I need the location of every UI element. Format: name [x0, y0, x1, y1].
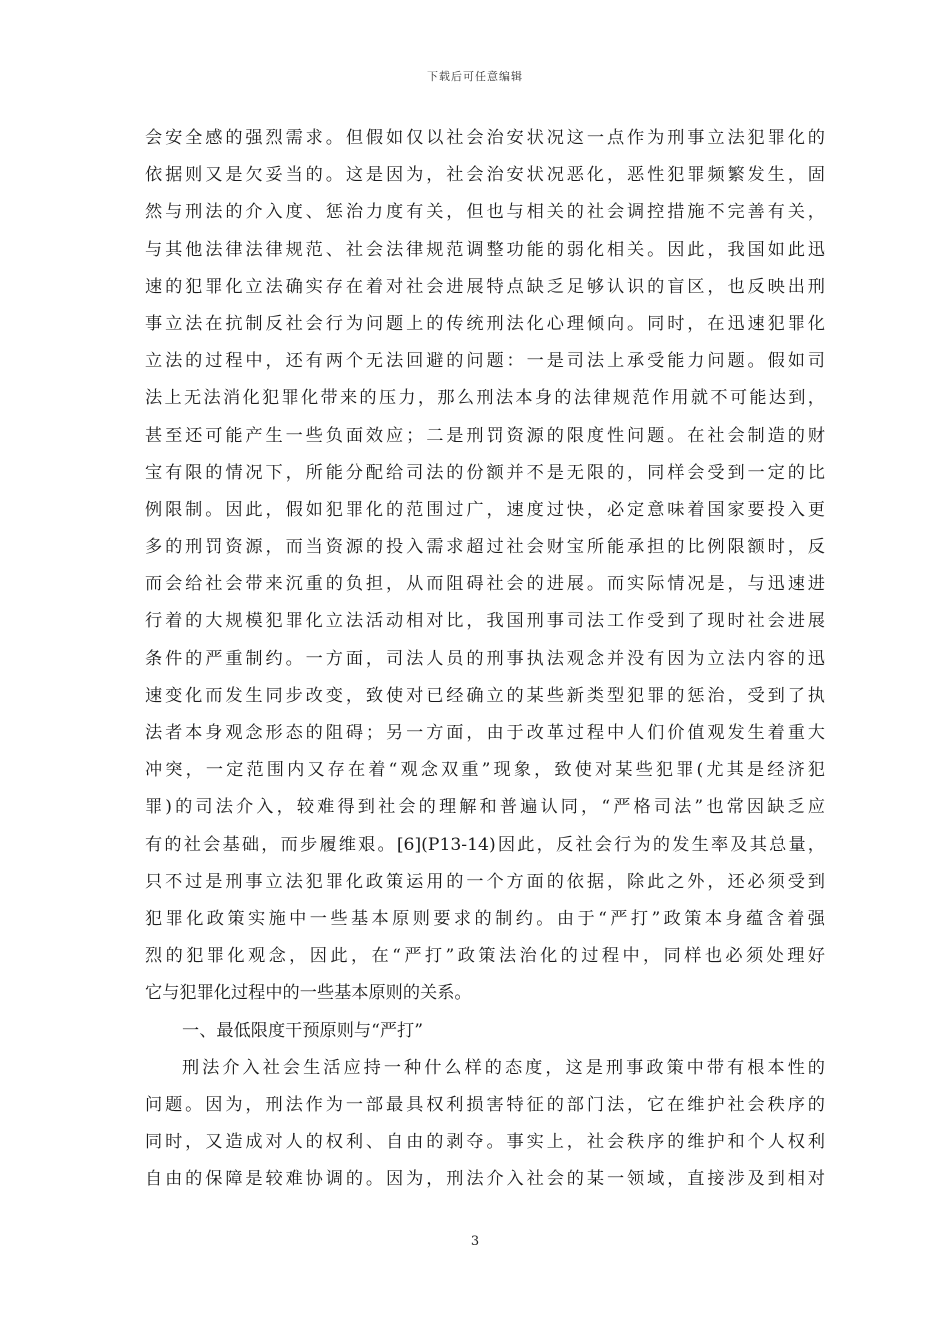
section-heading: 一、最低限度干预原则与“严打”: [182, 1020, 424, 1041]
text-line: 甚至还可能产生一些负面效应；二是刑罚资源的限度性问题。在社会制造的财: [145, 425, 825, 446]
text-line: 同时，又造成对人的权利、自由的剥夺。事实上，社会秩序的维护和个人权利: [145, 1132, 825, 1153]
text-line: 事立法在抗制反社会行为问题上的传统刑法化心理倾向。同时，在迅速犯罪化: [145, 313, 825, 334]
text-line: 速变化而发生同步改变，致使对已经确立的某些新类型犯罪的惩治，受到了执: [145, 685, 825, 706]
text-line: 问题。因为，刑法作为一部最具权利损害特征的部门法，它在维护社会秩序的: [145, 1094, 825, 1115]
text-line: 然与刑法的介入度、惩治力度有关，但也与相关的社会调控措施不完善有关，: [145, 202, 825, 223]
text-line: 自由的保障是较难协调的。因为，刑法介入社会的某一领域，直接涉及到相对: [145, 1169, 825, 1190]
text-line: 犯罪化政策实施中一些基本原则要求的制约。由于“严打”政策本身蕴含着强: [145, 908, 825, 929]
text-line: 刑法介入社会生活应持一种什么样的态度，这是刑事政策中带有根本性的: [182, 1057, 825, 1078]
text-line: 与其他法律法律规范、社会法律规范调整功能的弱化相关。因此，我国如此迅: [145, 239, 825, 260]
text-line: 依据则又是欠妥当的。这是因为，社会治安状况恶化，恶性犯罪频繁发生，固: [145, 165, 825, 186]
text-line: 冲突，一定范围内又存在着“观念双重”现象，致使对某些犯罪(尤其是经济犯: [145, 760, 825, 781]
text-line: 它与犯罪化过程中的一些基本原则的关系。: [145, 983, 472, 1004]
page-number: 3: [470, 1234, 480, 1249]
text-line: 会安全感的强烈需求。但假如仅以社会治安状况这一点作为刑事立法犯罪化的: [145, 128, 825, 148]
text-line: 条件的严重制约。一方面，司法人员的刑事执法观念并没有因为立法内容的迅: [145, 648, 825, 669]
text-line: 行着的大规模犯罪化立法活动相对比，我国刑事司法工作受到了现时社会进展: [145, 611, 825, 632]
text-line: 有的社会基础，而步履维艰。[6](P13-14)因此，反社会行为的发生率及其总量，: [145, 834, 825, 855]
text-line: 宝有限的情况下，所能分配给司法的份额并不是无限的，同样会受到一定的比: [145, 462, 825, 483]
text-line: 罪)的司法介入，较难得到社会的理解和普遍认同，“严格司法”也常因缺乏应: [145, 797, 825, 818]
text-line: 多的刑罚资源，而当资源的投入需求超过社会财宝所能承担的比例限额时，反: [145, 537, 825, 558]
document-body: [145, 120, 825, 1198]
text-line: 只不过是刑事立法犯罪化政策运用的一个方面的依据，除此之外，还必须受到: [145, 871, 825, 892]
text-line: 立法的过程中，还有两个无法回避的问题：一是司法上承受能力问题。假如司: [145, 351, 825, 372]
text-line: 例限制。因此，假如犯罪化的范围过广，速度过快，必定意味着国家要投入更: [145, 499, 825, 520]
text-line: 法上无法消化犯罪化带来的压力，那么刑法本身的法律规范作用就不可能达到，: [145, 388, 825, 409]
text-line: 而会给社会带来沉重的负担，从而阻碍社会的进展。而实际情况是，与迅速进: [145, 574, 825, 595]
text-line: 法者本身观念形态的阻碍；另一方面，由于改革过程中人们价值观发生着重大: [145, 723, 825, 743]
text-line: 速的犯罪化立法确实存在着对社会进展特点缺乏足够认识的盲区，也反映出刑: [145, 276, 825, 297]
page-header: 下载后可任意编辑: [427, 70, 523, 83]
text-line: 烈的犯罪化观念，因此，在“严打”政策法治化的过程中，同样也必须处理好: [145, 946, 825, 967]
